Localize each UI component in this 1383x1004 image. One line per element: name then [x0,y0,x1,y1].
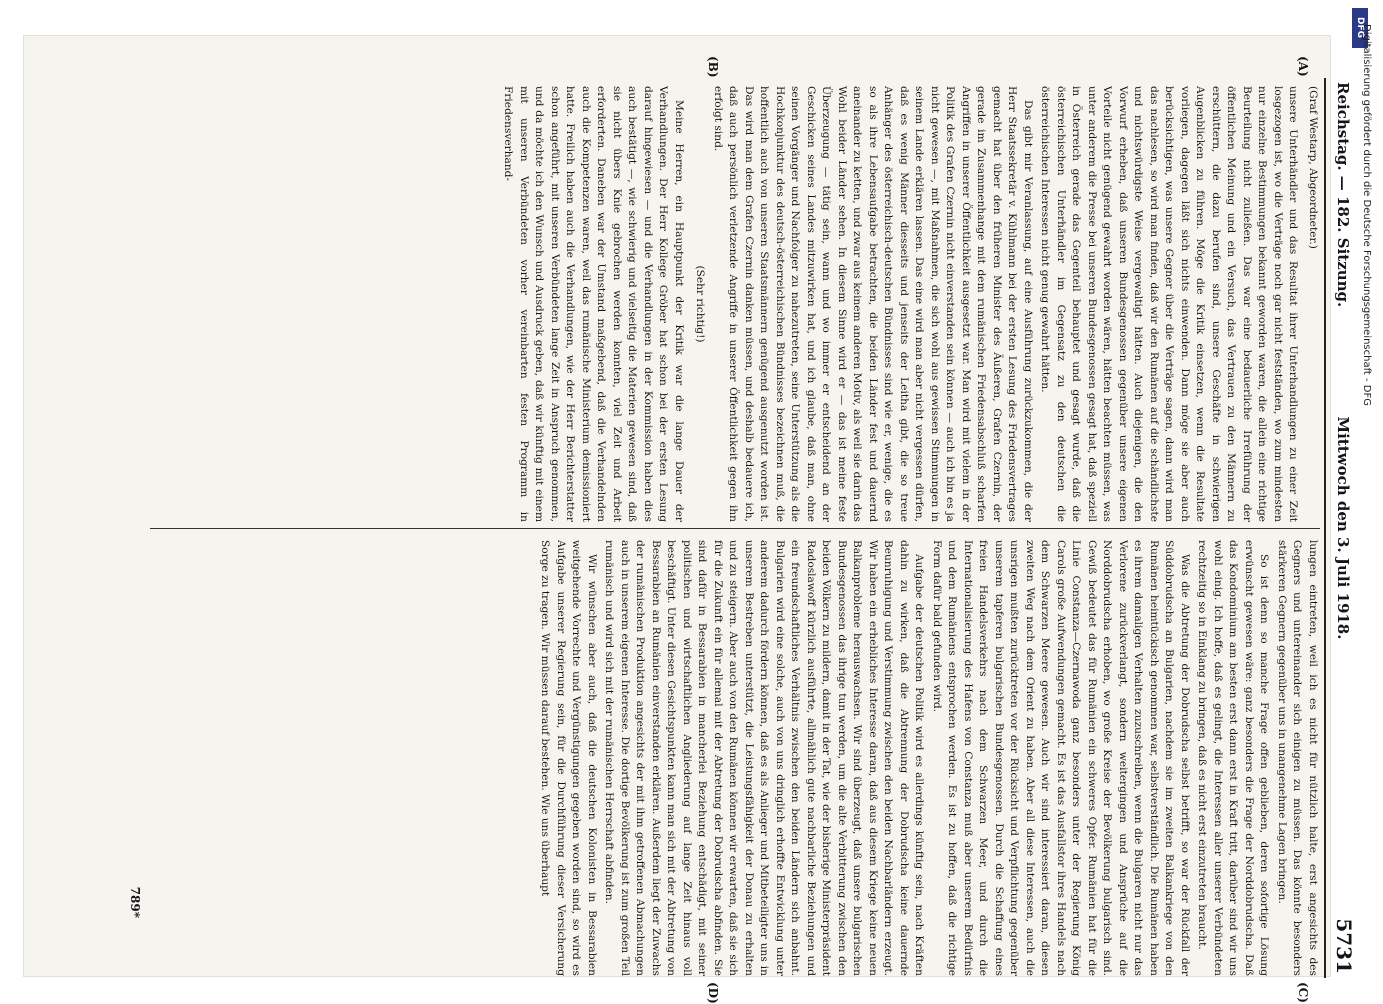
paragraph: Was die Abtretung der Dobrudscha selbst betrifft, so war der Rückfall der Süddobrudscha an Bulgarien, nachdem sie im zweiten Balkankriege von den Rumänen heimtückisch genommen war, selbstverständlich. Die Rumänen haben es ihrem damaligen Verhalten zuzuschreiben, wenn die Bulgaren nicht nur das Verlorene zurückverlangt, sondern weitergingen und Ansprüche auf die Norddobrudscha erhoben, wo große Kreise der Bevölkerung bulgarisch sind. Gewiß bedeutet das für Rumänien ein schweres Opfer. Rumänien hat für die Linie Constanza—Czernawoda ganz besonders unter der Regierung König Carols große Aufwendungen gemacht. Es ist das Ausfallstor ihres Handels nach dem Schwarzen Meere gewesen. Auch wir sind interessiert daran, diesen zweiten Weg nach dem Orient zu haben. Aber all diese Interessen, auch die unsrigen mußten zurücktreten vor der Rücksicht und Verpflichtung gegenüber unserem tapferen bulgarischen Bundesgenossen. Durch die Schaffung eines freien Handelsverkehrs nach dem Schwarzen Meer, und durch die Internationalisierung des Hafens von Constanza muß aber unserem Bedürfnis und dem Rumäniens entsprochen werden. Es ist zu hoffen, daß die richtige Form dafür bald gefunden wird. [931,540,1191,976]
scanned-page [24,36,1356,1004]
applause-note: (Sehr richtig!) [694,265,707,343]
left-column [150,86,1320,522]
page-signature: 789* [128,886,142,918]
paragraph: Meine Herren, ein Hauptpunkt der Kritik war die lange Dauer der Verhandlungen. Der Herr Kollege Gröber hat schon bei der ersten Lesung darauf hingewiesen — und die Verhandlungen in der Kommission haben dies auch bestätigt —, wie schwierig und vielseitig die Materien gewesen sind, daß sie nicht übers Knie gebrochen werden konnten, viel Zeit und Arbeit erforderten. Daneben war der Umstand maßgebend, daß die Verhandelnden auch die Kompetenzen waren, weil das rumänische Ministerium demissioniert hatte. Freilich haben auch die Verhandlungen, wie der Herr Berichterstatter schon angeführt, mit unseren Verbündeten lange Zeit in Anspruch genommen, und da möchte ich den Wunsch und Ausdruck geben, daß wir künftig mit einem mit unseren Verbündeten vorher vereinbarten festen Programm in Friedensverhand- [502,86,685,522]
paragraph: lungen eintreten, weil ich es nicht für nützlich halte, erst angesichts des Gegners und untereinander sich einigen zu müssen. Das könnte besonders stärkeren Gegnern gegenüber uns in unangenehme Lagen bringen. [1276,540,1319,976]
margin-marker-b: (B) [706,56,720,78]
paragraph: Wir wünschen aber auch, daß die deutschen Kolonisten in Bessarabien weitgehende Vorrechte und Vergünstigungen gegeben worden sind, so wird es Aufgabe unserer Regierung sein, für die Durchführung dieser Versicherung Sorge zu tragen. Wir müssen darauf bestehen. Wie uns überhaupt [539,540,598,976]
header-page-number: 5731 [1332,918,1356,974]
speaker-line: (Graf Westarp, Abgeordneter.) [1307,86,1319,249]
right-column [150,540,1320,976]
header-session: Reichstag. — 182. Sitzung. [1334,82,1352,308]
header-date: Mittwoch den 3. Juli 1918. [1334,416,1352,640]
dfg-logo: DFG [1352,8,1368,48]
margin-marker-d: (D) [706,982,720,1004]
rotated-newspaper-page [120,56,1360,1004]
digitization-credit [1352,24,1376,984]
paragraph: Das gibt mir Veranlassung, auf eine Ausführung zurückzukommen, die der Herr Staatssekretär v. Kühlmann bei der ersten Lesung des Friedensvertrages gemacht hat über den früheren Minister des Äußeren, Grafen Czernin, der gerade im Zusammenhange mit dem rumänischen Friedensabschluß scharfen Angriffen in unserer Öffentlichkeit ausgesetzt war. Man wird mit vielem in der Politik des Grafen Czernin nicht einverstanden sein können — auch ich bin es ja nicht gewesen —, mit Maßnahmen, die sich wohl aus gewissen Stimmungen in seinem Lande erklären lassen. Das eine wird man aber nicht vergessen dürfen, daß es wenig Männer diesseits und jenseits der Leitha gibt, die so treue Anhänger des österreichisch-deutschen Bündnisses sind wie er, wenige, die es so als ihre Lebensaufgabe betrachten, die beiden Länder fest und dauernd aneinander zu ketten, und zwar aus keinem anderen Motiv, als weil sie darin das Wohl beider Länder sehen. In diesem Sinne wird er — das ist meine feste Überzeugung — tätig sein, wann und wo immer er entscheidend an der Geschicken seines Landes mitzuwirken hat, und ich glaube, daß man, ohne seinen Vorgänger und Nachfolger zu nahezutreten, seine Unterstützung als die Hochkonjunktur des deutsch-österreichischen Bündnisses bezeichnen muß, die hoffentlich auch von unseren Staatsmännern genügend ausgenutzt worden ist. Das wird man dem Grafen Czernin danken müssen, und deshalb bedauere ich, daß auch persönlich verletzende Angriffe in unserer Öffentlichkeit gegen ihn erfolgt sind. [712,86,1034,522]
paragraph: Aufgabe der deutschen Politik wird es allerdings künftig sein, nach Kräften dahin zu wirken, daß die Abtrennung der Dobrudscha keine dauernde Beunruhigung und Verstimmung zwischen den beiden Nachbarländern erzeugt. Wir haben ein erhebliches Interesse daran, daß aus diesem Kriege keine neuen Balkanprobleme herauswachsen. Wir sind überzeugt, daß unsere bulgarischen Bundesgenossen das ihrige tun werden, um die alte Verbitterung zwischen den beiden Völkern zu mildern, damit in der Tat, wie der bisherige Ministerpräsident Radoslawoff kürzlich ausführte, allmählich gute nachbarliche Beziehungen und ein freundschaftliches Verhältnis zwischen den beiden Ländern sich anbahnt. Bulgarien wird eine solche, auch von uns dringlich erhoffte Entwicklung unter anderem dadurch fördern können, daß es als Anlieger und Mitbeteiligter uns in unserem Bestreben unterstützt, die Leistungsfähigkeit der Donau zu erhalten und zu steigern. Aber auch von den Rumänen können wir erwarten, daß sie sich für die Zukunft ein für allemal mit der Abtretung der Dobrudscha abfinden. Sie sind dafür in Bessarabien in mancherlei Beziehung entschädigt, mit seiner politischen und wirtschaftlichen Angliederung auf lange Zeit hinaus voll beschäftigt. Unter diesen Gesichtspunkten kann man sich mit der Abtretung von Bessarabien an Rumänien einverstanden erklären. Außerdem liegt der Zuwachs der rumänischen Produktion angesichts der mit ihm getroffenen Abmachungen auch in unserem eigenen Interesse. Die dortige Bevölkerung ist zum großen Teil rumänisch und wird sich mit der rumänischen Herrschaft abfinden. [603,540,926,976]
credit-text: Digitalisierung gefördert durch die Deutsche Forschungsgemeinschaft - DFG [1361,24,1372,407]
margin-marker-c: (C) [1296,982,1310,1003]
paragraph: So ist denn so manche Frage offen geblieben, deren sofortige Lösung erwünscht gewesen wäre: ganz besonders die Frage der Norddobrudscha. Daß das Kondominium am besten erst dann erst in Kraft tritt, darüber sind wir uns wohl einig. Ich hoffe, daß es gelingt, die Interessen aller unserer Verbündeten rechtzeitig so in Einklang zu bringen, daß es nicht erst einzutreten braucht. [1196,540,1271,976]
column-divider [150,528,1320,529]
margin-marker-a: (A) [1296,56,1310,77]
paragraph: unsere Unterhändler und das Resultat ihrer Unterhandlungen zu einer Zeit losgezogen ist, wo die Verträge noch gar nicht festständen, wo zum mindesten nur einzelne Bestimmungen bekannt geworden waren, die allein eine richtige Beurteilung nicht zuließen. Das war eine bedauerliche Irreführung der öffentlichen Meinung und ein Versuch, das Vertrauen zu den Männern zu erschüttern, die dazu berufen sind, unsere Geschäfte in schwierigen Augenblicken zu führen. Möge die Kritik einsetzen, wenn die Resultate vorliegen, dagegen läßt sich nichts einwenden. Dann möge sie aber auch berücksichtigen, was unsere Gegner über die Verträge sagen, dann wird man das nachlesen, so wird man finden, daß wir den Rumänen auf die schändlichste und nichtswürdigste Weise vergewaltigt hätten. Auch diejenigen, die den Vorwurf erheben, daß unseren Bundesgenossen gegenüber unsere eigenen Vorteile nicht genügend gewahrt worden wären, hätten beachten müssen, was unter anderem die Presse bei unseren Bundesgenossen gesagt hat, daß speziell in Österreich gerade das Gegenteil behauptet und gesagt wurde, daß die österreichischen Unterhändler im Gegensatz zu den deutschen die österreichischen Interessen nicht genug gewahrt hätten. [1039,86,1300,522]
